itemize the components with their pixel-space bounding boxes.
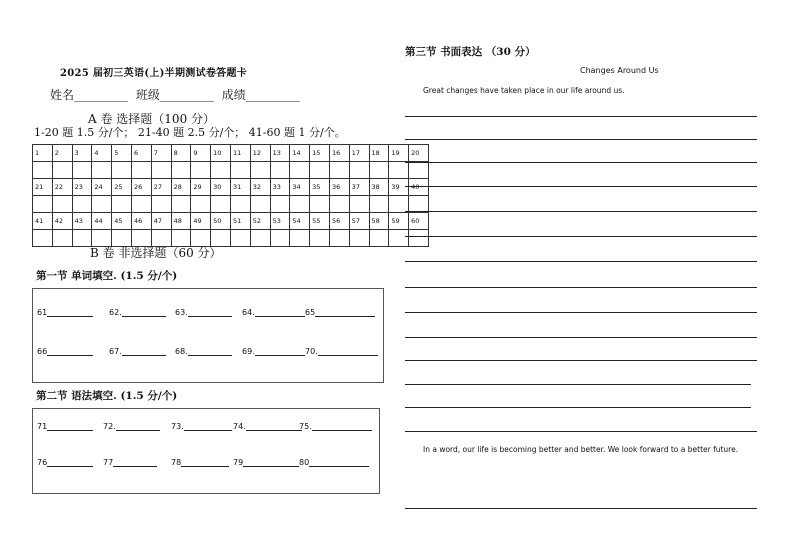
question-number: 26 bbox=[131, 179, 151, 196]
part-b-heading: B 卷 非选择题（60 分） bbox=[90, 246, 222, 260]
writing-line[interactable] bbox=[405, 384, 751, 385]
answer-cell[interactable] bbox=[171, 162, 191, 179]
answer-cell[interactable] bbox=[171, 196, 191, 213]
answer-cell[interactable] bbox=[33, 196, 53, 213]
blank-item bbox=[299, 457, 369, 467]
part-a-note: 1-20 题 1.5 分/个； 21-40 题 2.5 分/个； 41-60 题 1 分/个。 bbox=[34, 126, 346, 139]
blank-number: 62. bbox=[109, 308, 122, 317]
part-a-heading: A 卷 选择题（100 分） bbox=[88, 112, 216, 126]
answer-blank[interactable] bbox=[116, 421, 160, 431]
grid-number-row bbox=[33, 145, 429, 162]
question-number: 60 bbox=[409, 213, 429, 230]
writing-line[interactable] bbox=[405, 186, 757, 187]
question-number: 53 bbox=[270, 213, 290, 230]
answer-blank[interactable] bbox=[181, 457, 229, 467]
answer-cell[interactable] bbox=[230, 230, 250, 247]
writing-line[interactable] bbox=[405, 211, 757, 212]
name-field[interactable]: 姓名_________ bbox=[50, 88, 129, 102]
answer-cell[interactable] bbox=[72, 162, 92, 179]
question-number: 21 bbox=[33, 179, 53, 196]
blank-number: 80 bbox=[299, 458, 310, 467]
page-title: 2025 届初三英语(上)半期测试卷答题卡 bbox=[60, 68, 248, 79]
blank-number: 76 bbox=[37, 458, 48, 467]
answer-blank[interactable] bbox=[188, 307, 232, 317]
answer-cell[interactable] bbox=[290, 162, 310, 179]
question-number: 25 bbox=[112, 179, 132, 196]
blank-number: 79 bbox=[233, 458, 244, 467]
answer-cell[interactable] bbox=[92, 196, 112, 213]
question-number: 6 bbox=[131, 145, 151, 162]
question-number: 58 bbox=[369, 213, 389, 230]
question-number: 57 bbox=[349, 213, 369, 230]
answer-cell[interactable] bbox=[409, 196, 429, 213]
question-number: 42 bbox=[52, 213, 72, 230]
blank-number: 70. bbox=[305, 347, 318, 356]
question-number: 49 bbox=[191, 213, 211, 230]
question-number: 54 bbox=[290, 213, 310, 230]
blank-number: 73. bbox=[171, 422, 184, 431]
writing-line[interactable] bbox=[405, 236, 757, 237]
answer-blank[interactable] bbox=[47, 346, 93, 356]
answer-blank[interactable] bbox=[47, 457, 93, 467]
answer-blank[interactable] bbox=[122, 346, 166, 356]
question-number: 22 bbox=[52, 179, 72, 196]
question-number: 44 bbox=[92, 213, 112, 230]
question-number: 28 bbox=[171, 179, 191, 196]
question-number: 40 bbox=[409, 179, 429, 196]
question-number: 29 bbox=[191, 179, 211, 196]
writing-line[interactable] bbox=[405, 312, 757, 313]
answer-blank[interactable] bbox=[47, 307, 93, 317]
answer-cell[interactable] bbox=[52, 230, 72, 247]
question-number: 34 bbox=[290, 179, 310, 196]
blank-number: 78 bbox=[171, 458, 182, 467]
answer-cell[interactable] bbox=[230, 162, 250, 179]
answer-cell[interactable] bbox=[250, 162, 270, 179]
answer-cell[interactable] bbox=[151, 196, 171, 213]
answer-cell[interactable] bbox=[191, 196, 211, 213]
question-number: 18 bbox=[369, 145, 389, 162]
question-number: 14 bbox=[290, 145, 310, 162]
answer-cell[interactable] bbox=[310, 230, 330, 247]
writing-line[interactable] bbox=[405, 508, 757, 509]
blank-number: 61 bbox=[37, 308, 48, 317]
blank-item bbox=[233, 421, 302, 431]
blank-number: 72. bbox=[103, 422, 116, 431]
blank-item bbox=[109, 307, 166, 317]
answer-cell[interactable] bbox=[270, 196, 290, 213]
writing-line[interactable] bbox=[405, 139, 757, 140]
writing-line[interactable] bbox=[405, 116, 757, 117]
answer-cell[interactable] bbox=[270, 230, 290, 247]
section1-box bbox=[32, 288, 384, 383]
answer-blank[interactable] bbox=[184, 421, 232, 431]
answer-cell[interactable] bbox=[349, 162, 369, 179]
answer-cell[interactable] bbox=[369, 230, 389, 247]
writing-line[interactable] bbox=[405, 162, 757, 163]
answer-cell[interactable] bbox=[290, 230, 310, 247]
answer-cell[interactable] bbox=[310, 162, 330, 179]
answer-blank[interactable] bbox=[318, 346, 378, 356]
question-number: 59 bbox=[389, 213, 409, 230]
grid-number-row bbox=[33, 213, 429, 230]
grid-answer-row bbox=[33, 162, 429, 179]
question-number: 51 bbox=[230, 213, 250, 230]
blank-item bbox=[171, 457, 229, 467]
answer-cell[interactable] bbox=[250, 196, 270, 213]
question-number: 3 bbox=[72, 145, 92, 162]
section3-title: 第三节 书面表达 （30 分） bbox=[405, 46, 536, 58]
answer-blank[interactable] bbox=[113, 457, 157, 467]
answer-blank[interactable] bbox=[122, 307, 166, 317]
section1-title: 第一节 单词填空. (1.5 分/个) bbox=[36, 270, 178, 282]
writing-line[interactable] bbox=[405, 287, 757, 288]
blank-item bbox=[175, 346, 232, 356]
answer-blank[interactable] bbox=[309, 457, 369, 467]
blank-item bbox=[37, 457, 93, 467]
answer-cell[interactable] bbox=[389, 162, 409, 179]
section2-box bbox=[32, 408, 380, 494]
writing-line[interactable] bbox=[405, 360, 757, 361]
question-number: 47 bbox=[151, 213, 171, 230]
blank-number: 63. bbox=[175, 308, 188, 317]
question-number: 43 bbox=[72, 213, 92, 230]
grid-number-row bbox=[33, 179, 429, 196]
question-number: 2 bbox=[52, 145, 72, 162]
question-number: 38 bbox=[369, 179, 389, 196]
answer-blank[interactable] bbox=[255, 307, 305, 317]
blank-number: 65 bbox=[305, 308, 316, 317]
answer-cell[interactable] bbox=[52, 196, 72, 213]
blank-item bbox=[171, 421, 232, 431]
answer-cell[interactable] bbox=[389, 230, 409, 247]
blank-number: 74. bbox=[233, 422, 246, 431]
answer-cell[interactable] bbox=[112, 162, 132, 179]
answer-cell[interactable] bbox=[211, 196, 231, 213]
question-number: 39 bbox=[389, 179, 409, 196]
question-number: 9 bbox=[191, 145, 211, 162]
student-info bbox=[50, 86, 304, 103]
answer-cell[interactable] bbox=[409, 162, 429, 179]
grid-answer-row bbox=[33, 196, 429, 213]
writing-line[interactable] bbox=[405, 407, 751, 408]
blank-item bbox=[37, 421, 93, 431]
question-number: 46 bbox=[131, 213, 151, 230]
blank-number: 67. bbox=[109, 347, 122, 356]
answer-cell[interactable] bbox=[72, 196, 92, 213]
answer-cell[interactable] bbox=[290, 196, 310, 213]
question-number: 1 bbox=[33, 145, 53, 162]
writing-line[interactable] bbox=[405, 337, 757, 338]
question-number: 56 bbox=[329, 213, 349, 230]
answer-cell[interactable] bbox=[131, 196, 151, 213]
essay-opening: Great changes have taken place in our life around us. bbox=[423, 86, 625, 95]
answer-blank[interactable] bbox=[312, 421, 372, 431]
blank-number: 75. bbox=[299, 422, 312, 431]
question-number: 8 bbox=[171, 145, 191, 162]
blank-number: 64. bbox=[242, 308, 255, 317]
answer-grid bbox=[32, 144, 429, 247]
section2-title: 第二节 语法填空. (1.5 分/个) bbox=[36, 390, 178, 402]
writing-line[interactable] bbox=[405, 431, 757, 432]
answer-cell[interactable] bbox=[310, 196, 330, 213]
answer-blank[interactable] bbox=[47, 421, 93, 431]
question-number: 35 bbox=[310, 179, 330, 196]
question-number: 45 bbox=[112, 213, 132, 230]
blank-number: 66 bbox=[37, 347, 48, 356]
question-number: 19 bbox=[389, 145, 409, 162]
question-number: 7 bbox=[151, 145, 171, 162]
question-number: 41 bbox=[33, 213, 53, 230]
question-number: 27 bbox=[151, 179, 171, 196]
blank-number: 69. bbox=[242, 347, 255, 356]
question-number: 36 bbox=[329, 179, 349, 196]
question-number: 33 bbox=[270, 179, 290, 196]
question-number: 11 bbox=[230, 145, 250, 162]
answer-cell[interactable] bbox=[92, 162, 112, 179]
answer-cell[interactable] bbox=[389, 196, 409, 213]
question-number: 50 bbox=[211, 213, 231, 230]
answer-cell[interactable] bbox=[211, 162, 231, 179]
answer-cell[interactable] bbox=[191, 162, 211, 179]
essay-title: Changes Around Us bbox=[580, 66, 659, 75]
answer-cell[interactable] bbox=[329, 196, 349, 213]
answer-blank[interactable] bbox=[255, 346, 305, 356]
score-field[interactable]: 成绩_________ bbox=[221, 88, 300, 102]
blank-item bbox=[103, 457, 157, 467]
answer-cell[interactable] bbox=[33, 230, 53, 247]
blank-item bbox=[305, 307, 375, 317]
question-number: 55 bbox=[310, 213, 330, 230]
question-number: 48 bbox=[171, 213, 191, 230]
blank-item bbox=[305, 346, 378, 356]
answer-cell[interactable] bbox=[270, 162, 290, 179]
answer-cell[interactable] bbox=[409, 230, 429, 247]
question-number: 10 bbox=[211, 145, 231, 162]
essay-closing: In a word, our life is becoming better and better. We look forward to a better future. bbox=[423, 445, 739, 454]
blank-number: 68. bbox=[175, 347, 188, 356]
question-number: 30 bbox=[211, 179, 231, 196]
question-number: 12 bbox=[250, 145, 270, 162]
question-number: 5 bbox=[112, 145, 132, 162]
answer-blank[interactable] bbox=[246, 421, 302, 431]
answer-blank[interactable] bbox=[188, 346, 232, 356]
blank-number: 77 bbox=[103, 458, 114, 467]
blank-item bbox=[299, 421, 372, 431]
answer-cell[interactable] bbox=[112, 196, 132, 213]
answer-cell[interactable] bbox=[349, 230, 369, 247]
question-number: 52 bbox=[250, 213, 270, 230]
blank-item bbox=[233, 457, 299, 467]
question-number: 37 bbox=[349, 179, 369, 196]
answer-cell[interactable] bbox=[349, 196, 369, 213]
class-field[interactable]: 班级_________ bbox=[135, 88, 214, 102]
answer-cell[interactable] bbox=[329, 162, 349, 179]
answer-cell[interactable] bbox=[33, 162, 53, 179]
blank-item bbox=[37, 307, 93, 317]
question-number: 24 bbox=[92, 179, 112, 196]
blank-number: 71 bbox=[37, 422, 48, 431]
question-number: 4 bbox=[92, 145, 112, 162]
answer-cell[interactable] bbox=[52, 162, 72, 179]
blank-item bbox=[109, 346, 166, 356]
answer-blank[interactable] bbox=[243, 457, 299, 467]
answer-cell[interactable] bbox=[369, 196, 389, 213]
blank-item bbox=[175, 307, 232, 317]
answer-cell[interactable] bbox=[151, 162, 171, 179]
question-number: 16 bbox=[329, 145, 349, 162]
blank-item bbox=[242, 307, 305, 317]
answer-cell[interactable] bbox=[329, 230, 349, 247]
answer-cell[interactable] bbox=[131, 162, 151, 179]
blank-item bbox=[37, 346, 93, 356]
answer-cell[interactable] bbox=[230, 196, 250, 213]
answer-blank[interactable] bbox=[315, 307, 375, 317]
question-number: 31 bbox=[230, 179, 250, 196]
answer-cell[interactable] bbox=[72, 230, 92, 247]
blank-item bbox=[242, 346, 305, 356]
question-number: 20 bbox=[409, 145, 429, 162]
question-number: 32 bbox=[250, 179, 270, 196]
blank-item bbox=[103, 421, 160, 431]
answer-cell[interactable] bbox=[369, 162, 389, 179]
answer-cell[interactable] bbox=[250, 230, 270, 247]
question-number: 15 bbox=[310, 145, 330, 162]
question-number: 13 bbox=[270, 145, 290, 162]
writing-line[interactable] bbox=[405, 261, 757, 262]
question-number: 17 bbox=[349, 145, 369, 162]
question-number: 23 bbox=[72, 179, 92, 196]
